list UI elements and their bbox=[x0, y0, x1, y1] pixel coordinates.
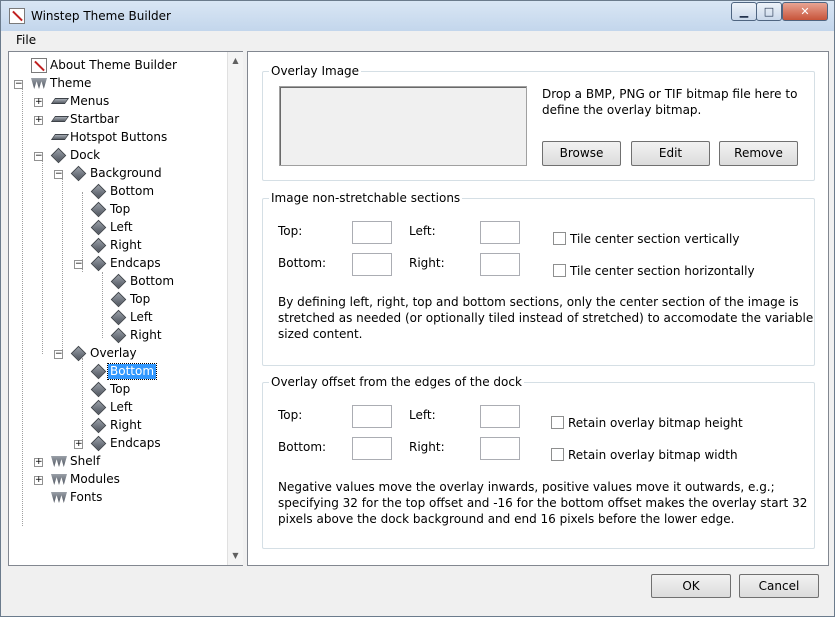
overlay-icon bbox=[71, 346, 87, 362]
bottom-label: Bottom: bbox=[278, 440, 327, 454]
endcaps-icon bbox=[91, 256, 107, 272]
modules-icon bbox=[51, 474, 67, 485]
tree-label: Modules bbox=[70, 472, 120, 486]
tree-label: Background bbox=[90, 166, 162, 180]
left-label: Left: bbox=[409, 224, 436, 238]
offset-right-input[interactable] bbox=[480, 437, 520, 460]
collapse-icon[interactable]: − bbox=[35, 151, 43, 161]
ok-button[interactable]: OK bbox=[651, 574, 731, 598]
tile-horizontal-label[interactable]: Tile center section horizontally bbox=[570, 264, 755, 278]
cancel-button[interactable]: Cancel bbox=[739, 574, 819, 598]
tree-label: Fonts bbox=[70, 490, 103, 504]
fonts-icon bbox=[51, 492, 67, 503]
tree-item-ec-left[interactable] bbox=[9, 309, 224, 327]
drop-hint-line2: define the overlay bitmap. bbox=[542, 103, 702, 117]
ns-top-input[interactable] bbox=[352, 221, 392, 244]
maximize-button[interactable]: □ bbox=[756, 2, 782, 21]
tree-label: Left bbox=[130, 310, 153, 324]
tree-item-about[interactable] bbox=[9, 57, 224, 75]
tree-label: About Theme Builder bbox=[50, 58, 177, 72]
drop-hint-line1: Drop a BMP, PNG or TIF bitmap file here to bbox=[542, 87, 798, 101]
expand-icon[interactable]: + bbox=[35, 97, 43, 107]
offset-left-input[interactable] bbox=[480, 405, 520, 428]
tile-horizontal-checkbox[interactable] bbox=[553, 264, 566, 277]
ns-description-line3: sized content. bbox=[278, 327, 363, 341]
ns-description-line1: By defining left, right, top and bottom sections, only the center section of the image is bbox=[278, 295, 799, 309]
tree-item-bg-right[interactable] bbox=[9, 237, 224, 255]
tree-item-background[interactable] bbox=[9, 165, 224, 183]
title-bar bbox=[1, 1, 834, 31]
tree-label: Menus bbox=[70, 94, 110, 108]
tree-label: Endcaps bbox=[110, 256, 161, 270]
tree-item-ec-right[interactable] bbox=[9, 327, 224, 345]
startbar-icon bbox=[51, 116, 69, 122]
offset-description-line2: specifying 32 for the top offset and -16 for the bottom offset makes the overlay start 32 bbox=[278, 496, 808, 510]
endcaps-icon bbox=[91, 436, 107, 452]
tree-label: Theme bbox=[50, 76, 92, 90]
tree-item-hotspot-buttons[interactable] bbox=[9, 129, 224, 147]
scroll-up-icon[interactable]: ▲ bbox=[232, 56, 239, 65]
collapse-icon[interactable]: − bbox=[55, 169, 63, 179]
bottom-label: Bottom: bbox=[278, 256, 327, 270]
offset-description-line3: pixels above the dock background and end 16 pixels before the lower edge. bbox=[278, 512, 735, 526]
right-label: Right: bbox=[409, 440, 445, 454]
tree-item-overlay[interactable] bbox=[9, 345, 224, 363]
tree-scrollbar[interactable] bbox=[227, 52, 243, 565]
menu-file[interactable]: File bbox=[16, 33, 37, 47]
tree-item-bg-endcaps[interactable] bbox=[9, 255, 224, 273]
tree-label: Overlay bbox=[90, 346, 137, 360]
ns-left-input[interactable] bbox=[480, 221, 520, 244]
tree-label: Bottom bbox=[130, 274, 175, 288]
retain-height-checkbox[interactable] bbox=[551, 416, 564, 429]
right-label: Right: bbox=[409, 256, 445, 270]
expand-icon[interactable]: + bbox=[35, 475, 43, 485]
expand-icon[interactable]: + bbox=[35, 457, 43, 467]
group-title: Image non-stretchable sections bbox=[271, 191, 461, 205]
offset-description-line1: Negative values move the overlay inwards, positive values move it outwards, e.g.; bbox=[278, 480, 775, 494]
tree-item-bg-bottom[interactable] bbox=[9, 183, 224, 201]
ns-right-input[interactable] bbox=[480, 253, 520, 276]
collapse-icon[interactable]: − bbox=[55, 349, 63, 359]
collapse-icon[interactable]: − bbox=[15, 79, 23, 89]
collapse-icon[interactable]: − bbox=[75, 259, 83, 269]
app-icon bbox=[9, 8, 25, 24]
top-label: Top: bbox=[278, 224, 303, 238]
offset-bottom-input[interactable] bbox=[352, 437, 392, 460]
tree-label: Top bbox=[110, 202, 131, 216]
close-button[interactable]: ✕ bbox=[782, 2, 828, 21]
tree-item-ec-top[interactable] bbox=[9, 291, 224, 309]
tree-label: Left bbox=[110, 220, 133, 234]
left-label: Left: bbox=[409, 408, 436, 422]
tree-item-ov-top[interactable] bbox=[9, 381, 224, 399]
minimize-button[interactable]: ▁ bbox=[731, 2, 757, 21]
overlay-drop-area[interactable] bbox=[279, 86, 527, 166]
section-icon bbox=[91, 400, 107, 416]
remove-button[interactable]: Remove bbox=[719, 141, 798, 166]
retain-height-label[interactable]: Retain overlay bitmap height bbox=[568, 416, 743, 430]
section-icon bbox=[91, 418, 107, 434]
dock-icon bbox=[51, 148, 67, 164]
tree-item-ov-bottom-selected[interactable] bbox=[9, 363, 224, 381]
tree-label: Endcaps bbox=[110, 436, 161, 450]
retain-width-label[interactable]: Retain overlay bitmap width bbox=[568, 448, 738, 462]
edit-button[interactable]: Edit bbox=[631, 141, 710, 166]
shelf-icon bbox=[51, 456, 67, 467]
tree-item-fonts[interactable] bbox=[9, 489, 224, 507]
menus-icon bbox=[51, 98, 69, 104]
tree-item-dock[interactable] bbox=[9, 147, 224, 165]
tree-item-modules[interactable] bbox=[9, 471, 224, 489]
top-label: Top: bbox=[278, 408, 303, 422]
window-title: Winstep Theme Builder bbox=[31, 9, 171, 23]
tree-item-theme[interactable] bbox=[9, 75, 224, 93]
ns-description-line2: stretched as needed (or optionally tiled instead of stretched) to accomodate the variable bbox=[278, 311, 814, 325]
ns-bottom-input[interactable] bbox=[352, 253, 392, 276]
tree-label: Right bbox=[130, 328, 162, 342]
section-icon bbox=[91, 364, 107, 380]
scroll-down-icon[interactable]: ▼ bbox=[232, 551, 239, 560]
theme-icon bbox=[31, 78, 47, 89]
section-icon bbox=[111, 292, 127, 308]
section-icon bbox=[111, 274, 127, 290]
tree-label: Right bbox=[110, 418, 142, 432]
offset-top-input[interactable] bbox=[352, 405, 392, 428]
expand-icon[interactable]: + bbox=[75, 439, 83, 449]
section-icon bbox=[91, 202, 107, 218]
section-icon bbox=[111, 310, 127, 326]
tree-item-ov-right[interactable] bbox=[9, 417, 224, 435]
tree-label: Bottom bbox=[110, 184, 155, 198]
tree-view[interactable] bbox=[8, 51, 243, 566]
group-title: Overlay Image bbox=[271, 64, 360, 78]
tree-label: Left bbox=[110, 400, 133, 414]
tree-item-ov-endcaps[interactable] bbox=[9, 435, 224, 453]
tree-label: Right bbox=[110, 238, 142, 252]
section-icon bbox=[91, 220, 107, 236]
section-icon bbox=[111, 328, 127, 344]
tree-label-selected: Bottom bbox=[110, 364, 155, 378]
tree-item-ov-left[interactable] bbox=[9, 399, 224, 417]
retain-width-checkbox[interactable] bbox=[551, 448, 564, 461]
tree-label: Startbar bbox=[70, 112, 120, 126]
tree-item-ec-bottom[interactable] bbox=[9, 273, 224, 291]
tree-item-startbar[interactable] bbox=[9, 111, 224, 129]
tree-label: Top bbox=[110, 382, 131, 396]
group-title: Overlay offset from the edges of the dock bbox=[271, 375, 522, 389]
tile-vertical-checkbox[interactable] bbox=[553, 232, 566, 245]
tree-label: Shelf bbox=[70, 454, 101, 468]
hotspot-icon bbox=[51, 134, 69, 140]
tree-item-bg-left[interactable] bbox=[9, 219, 224, 237]
menu-bar bbox=[8, 31, 828, 50]
about-icon bbox=[31, 58, 47, 73]
tree-label: Top bbox=[130, 292, 151, 306]
tree-item-bg-top[interactable] bbox=[9, 201, 224, 219]
section-icon bbox=[91, 184, 107, 200]
tree-label: Dock bbox=[70, 148, 101, 162]
properties-panel bbox=[247, 51, 829, 566]
expand-icon[interactable]: + bbox=[35, 115, 43, 125]
tree-label: Hotspot Buttons bbox=[70, 130, 168, 144]
tile-vertical-label[interactable]: Tile center section vertically bbox=[570, 232, 740, 246]
tree-item-menus[interactable] bbox=[9, 93, 224, 111]
section-icon bbox=[91, 238, 107, 254]
section-icon bbox=[91, 382, 107, 398]
background-icon bbox=[71, 166, 87, 182]
tree-item-shelf[interactable] bbox=[9, 453, 224, 471]
browse-button[interactable]: Browse bbox=[542, 141, 621, 166]
